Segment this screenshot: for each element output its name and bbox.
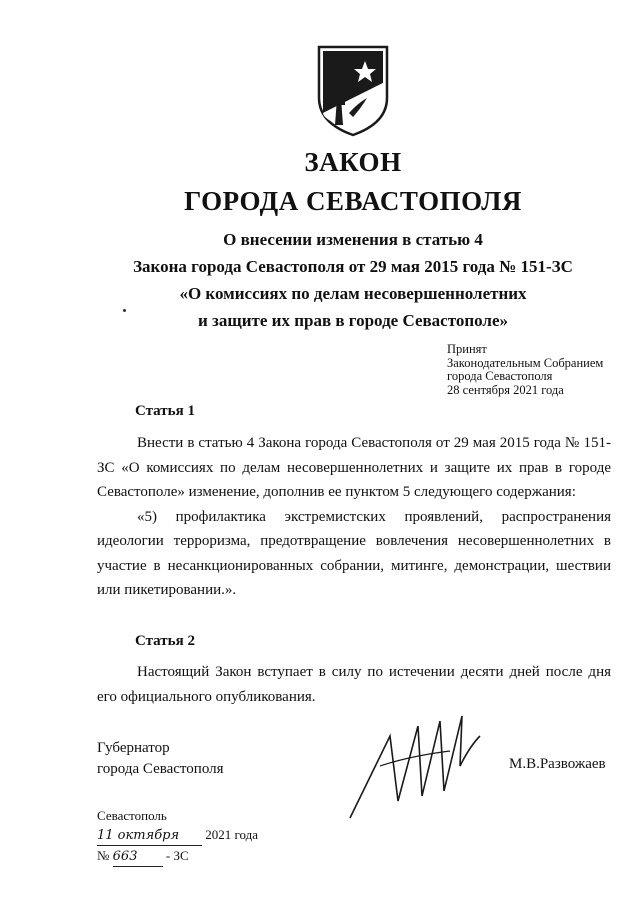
scan-speck xyxy=(123,309,126,312)
signing-place: Севастополь xyxy=(97,808,167,823)
handwritten-signature xyxy=(340,706,490,826)
document-title-city: ГОРОДА СЕВАСТОПОЛЯ xyxy=(184,186,522,216)
article-2-body xyxy=(97,660,611,709)
article-1-body xyxy=(97,431,611,603)
law-number-prefix: № xyxy=(97,848,110,863)
article-2-paragraph-1: Настоящий Закон вступает в силу по истечении десяти дней после дня его официального опубликования. xyxy=(97,664,611,705)
adopted-line: города Севастополя xyxy=(447,369,553,383)
adopted-line: Принят xyxy=(447,342,487,356)
signatory-position-line-2: города Севастополя xyxy=(97,761,224,777)
signatory-position-line-1: Губернатор xyxy=(97,740,170,756)
law-number xyxy=(97,846,258,867)
adoption-block xyxy=(447,343,603,397)
subtitle-line-2: Закона города Севастополя от 29 мая 2015 года № 151-ЗС xyxy=(133,257,573,276)
law-number-suffix: - ЗС xyxy=(165,848,189,863)
article-1-paragraph-2: «5) профилактика экстремистских проявлений, распространения идеологии терроризма, предотвращение вовлечения несовершеннолетних в участие в несанкционированных собрании, митинге, демонстрации, шествии или пикетировании.». xyxy=(97,508,611,598)
signing-year: 2021 года xyxy=(205,827,259,842)
signatory-name: М.В.Развожаев xyxy=(509,756,606,772)
handwritten-number: 663 xyxy=(113,847,163,867)
article-1-paragraph-1: Внести в статью 4 Закона города Севастополя от 29 мая 2015 года № 151-ЗС «О комиссиях по делам несовершеннолетних и защите их прав в городе Севастополе» изменение, дополнив ее пунктом 5 следующего содержания: xyxy=(97,435,611,500)
subtitle-line-3: «О комиссиях по делам несовершеннолетних xyxy=(179,284,527,303)
subtitle-line-1: О внесении изменения в статью 4 xyxy=(223,230,483,249)
article-2-heading: Статья 2 xyxy=(135,633,195,649)
signatory-position xyxy=(97,738,224,780)
handwritten-date: 11 октября xyxy=(97,826,202,846)
signing-date xyxy=(97,825,258,846)
subtitle-line-4: и защите их прав в городе Севастополе» xyxy=(197,311,509,330)
adopted-line: Законодательным Собранием xyxy=(447,355,604,370)
document-title: ЗАКОН xyxy=(304,147,402,177)
sevastopol-coat-of-arms-icon xyxy=(313,43,393,138)
adopted-line: 28 сентября 2021 года xyxy=(447,382,564,397)
article-1-heading: Статья 1 xyxy=(135,403,195,419)
signing-place-date xyxy=(97,806,258,867)
